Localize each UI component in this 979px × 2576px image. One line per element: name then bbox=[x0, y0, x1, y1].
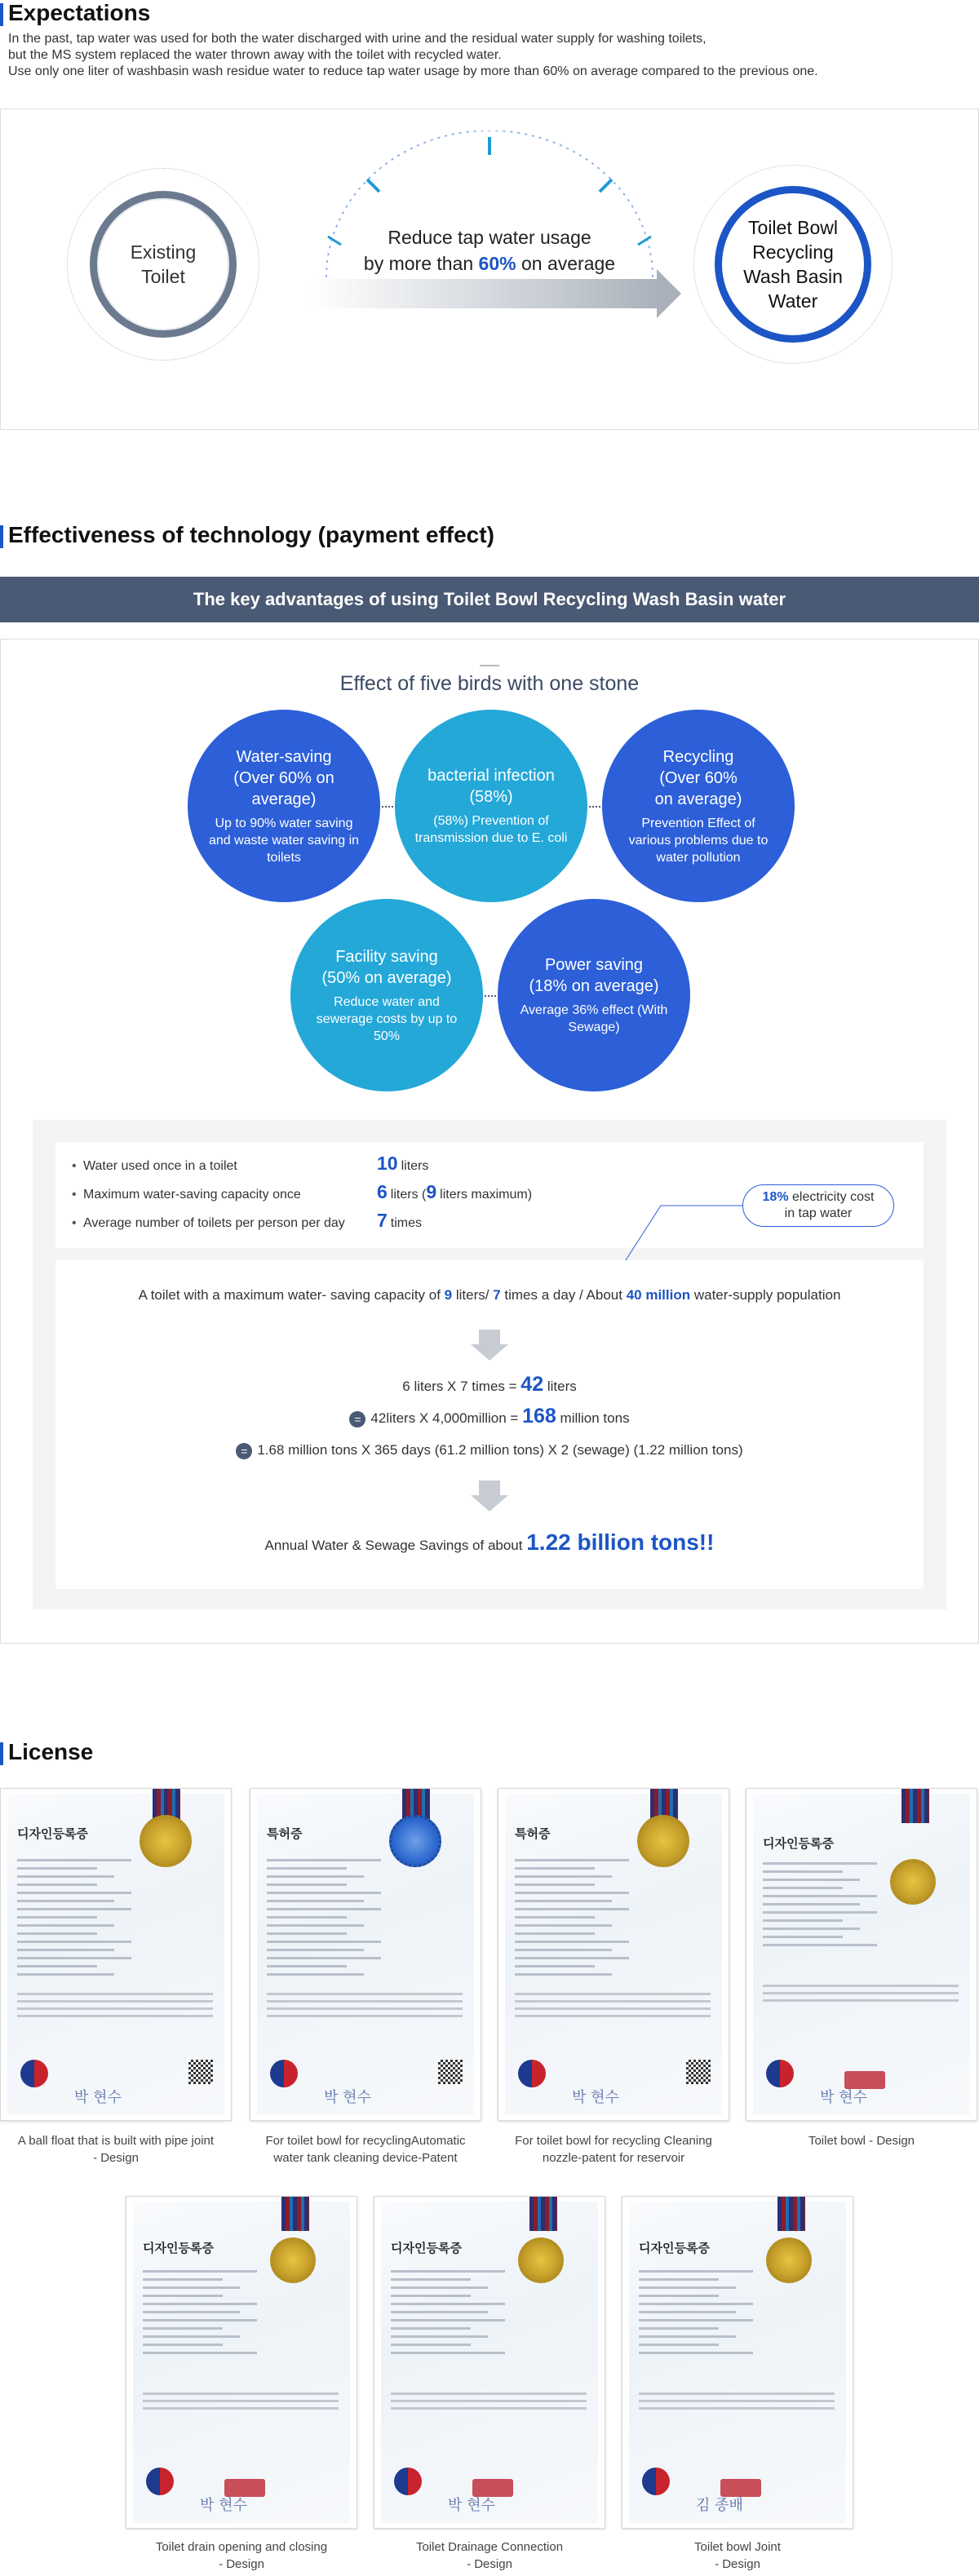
bubble-desc: Prevention Effect of various problems due to water pollution bbox=[628, 816, 769, 865]
birds-title: Effect of five birds with one stone bbox=[339, 672, 640, 695]
info-row-max-saving: • Maximum water-saving capacity once 6 liters ( 9 liters maximum) bbox=[72, 1181, 533, 1202]
license-title: License bbox=[0, 1739, 93, 1765]
emblem-icon bbox=[20, 2060, 48, 2087]
advantages-banner: The key advantages of using Toilet Bowl Recycling Wash Basin water bbox=[0, 577, 979, 622]
summary-line: A toilet with a maximum water- saving capacity of 9 liters/ 7 times a day / About 40 million water-supply population bbox=[138, 1287, 841, 1303]
bubble-water-saving bbox=[188, 710, 380, 902]
info-value-max: 9 bbox=[426, 1181, 437, 1202]
bubble-desc: Reduce water and sewerage costs by up to 50% bbox=[316, 994, 458, 1043]
certificate-title: 디자인등록증 bbox=[639, 2242, 710, 2255]
recycle-label: Recycling bbox=[752, 241, 834, 263]
flow-arrow-head bbox=[657, 269, 681, 318]
reduce-line: Reduce tap water usage bbox=[388, 227, 591, 248]
info-value: 7 bbox=[377, 1210, 388, 1231]
reduce-line: by more than 60% on average bbox=[363, 253, 616, 274]
certificate-image: 디자인등록증 박 현수 bbox=[126, 2196, 357, 2529]
certificate-image: 디자인등록증 박 현수 bbox=[0, 1788, 232, 2121]
down-arrow-icon bbox=[471, 1330, 508, 1361]
info-label: Maximum water-saving capacity once bbox=[83, 1188, 301, 1202]
existing-label: Existing bbox=[130, 241, 197, 263]
certificate-image: 특허증 박 현수 bbox=[498, 1788, 729, 2121]
qr-icon bbox=[188, 2060, 213, 2084]
intro-line: Use only one liter of washbasin wash residue water to reduce tap water usage by more than 60% on average compared to the previous one. bbox=[8, 64, 818, 78]
certificate-caption: A ball float that is built with pipe joint - Design bbox=[17, 2134, 215, 2165]
down-arrow-icon bbox=[471, 1481, 508, 1512]
equals-icon: = bbox=[236, 1443, 252, 1459]
calc-line-1: 6 liters X 7 times = 42 liters bbox=[402, 1373, 577, 1396]
annual-savings: Annual Water & Sewage Savings of about 1.22 billion tons!! bbox=[264, 1529, 715, 1555]
info-label: Average number of toilets per person per day bbox=[83, 1216, 345, 1230]
emblem-icon bbox=[394, 2468, 422, 2495]
bubble-desc: (58%) Prevention of transmission due to E. coli bbox=[414, 814, 568, 845]
equals-icon: = bbox=[349, 1411, 365, 1427]
info-value: 10 bbox=[377, 1153, 398, 1174]
certificate-caption: For toilet bowl for recycling Cleaning nozzle-patent for reservoir bbox=[515, 2134, 712, 2165]
certificate-title: 특허증 bbox=[267, 1827, 303, 1841]
info-row-toilets-per-day: • Average number of toilets per person per day 7 times bbox=[72, 1210, 423, 1231]
bubble-title: bacterial infection (58%) bbox=[427, 767, 555, 806]
reduce-text bbox=[326, 224, 653, 277]
flow-arrow bbox=[310, 279, 661, 308]
dotted-connector bbox=[382, 806, 393, 808]
certificate-image: 특허증 박 현수 bbox=[250, 1788, 481, 2121]
certificate-image: 디자인등록증 박 현수 bbox=[374, 2196, 605, 2529]
emblem-icon bbox=[146, 2468, 174, 2495]
qr-icon bbox=[438, 2060, 463, 2084]
dotted-connector bbox=[485, 995, 496, 997]
emblem-icon bbox=[270, 2060, 298, 2087]
bubble-power bbox=[498, 899, 690, 1091]
bubble-facility bbox=[290, 899, 483, 1091]
certificate-image: 디자인등록증 김 종배 bbox=[622, 2196, 853, 2529]
calc-line-2: = 42liters X 4,000million = 168 million tons bbox=[55, 1405, 924, 1428]
info-value: 6 bbox=[377, 1181, 388, 1202]
recycle-water-circle bbox=[715, 186, 871, 343]
bubble-title: Water-saving (Over 60% on average) bbox=[233, 747, 334, 808]
certificate-title: 디자인등록증 bbox=[391, 2242, 462, 2255]
calc-line-3: = 1.68 million tons X 365 days (61.2 million tons) X 2 (sewage) (1.22 million tons) bbox=[55, 1442, 924, 1459]
existing-label: Toilet bbox=[141, 266, 185, 287]
certificate-title: 특허증 bbox=[515, 1827, 551, 1841]
title-dash bbox=[480, 665, 499, 666]
electricity-callout: 18% electricity cost in tap water bbox=[742, 1184, 894, 1227]
certificate-title: 디자인등록증 bbox=[763, 1837, 834, 1851]
bubble-recycling bbox=[602, 710, 795, 902]
certificate-caption: Toilet bowl - Design bbox=[808, 2134, 915, 2148]
dotted-connector bbox=[589, 806, 600, 808]
emblem-icon bbox=[642, 2468, 670, 2495]
expectations-title: Expectations bbox=[0, 0, 150, 26]
bubble-bacterial bbox=[395, 710, 587, 902]
existing-toilet-circle bbox=[90, 191, 237, 338]
intro-line: but the MS system replaced the water thrown away with the toilet with recycled water. bbox=[8, 48, 502, 62]
expectations-intro bbox=[8, 31, 818, 80]
bubble-desc: Up to 90% water saving and waste water saving in toilets bbox=[208, 816, 360, 865]
certificate-image: 디자인등록증 박 현수 bbox=[746, 1788, 977, 2121]
certificate-caption: Toilet drain opening and closing - Design bbox=[155, 2540, 328, 2571]
certificate-caption: Toilet bowl Joint - Design bbox=[694, 2540, 781, 2571]
bubble-title: Facility saving (50% on average) bbox=[321, 947, 452, 987]
intro-line: In the past, tap water was used for both the water discharged with urine and the residual water supply for washing toilets, bbox=[8, 32, 707, 46]
emblem-icon bbox=[518, 2060, 546, 2087]
certificate-title: 디자인등록증 bbox=[143, 2242, 214, 2255]
qr-icon bbox=[686, 2060, 711, 2084]
recycle-label: Toilet Bowl bbox=[748, 217, 838, 238]
certificate-title: 디자인등록증 bbox=[17, 1827, 88, 1841]
info-label: Water used once in a toilet bbox=[83, 1159, 237, 1173]
recycle-label: Wash Basin bbox=[743, 266, 843, 287]
certificate-caption: Toilet Drainage Connection - Design bbox=[415, 2540, 564, 2571]
recycle-label: Water bbox=[768, 290, 818, 312]
certificate-caption: For toilet bowl for recyclingAutomatic water tank cleaning device-Patent bbox=[265, 2134, 466, 2165]
bubble-desc: Average 36% effect (With Sewage) bbox=[520, 1003, 668, 1034]
emblem-icon bbox=[766, 2060, 794, 2087]
bubble-title: Recycling (Over 60% on average) bbox=[654, 747, 742, 808]
effectiveness-title: Effectiveness of technology (payment effect) bbox=[0, 522, 494, 548]
bubble-title: Power saving (18% on average) bbox=[529, 956, 659, 995]
info-row-water-used: • Water used once in a toilet 10 liters bbox=[72, 1153, 429, 1174]
